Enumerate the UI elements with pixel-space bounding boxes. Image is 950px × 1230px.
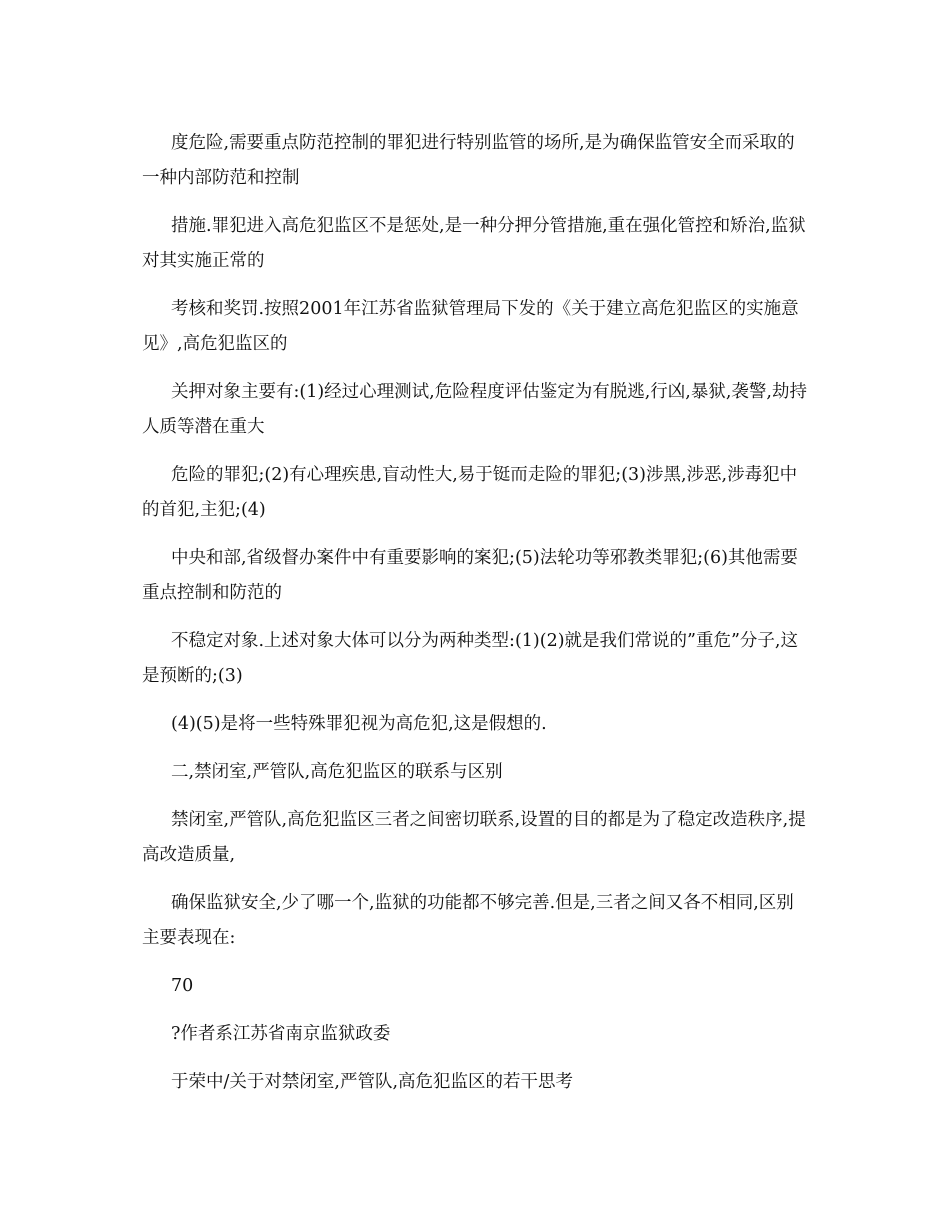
paragraph: (4)(5)是将一些特殊罪犯视为高危犯,这是假想的. — [171, 714, 547, 734]
paragraph: 关押对象主要有:(1)经过心理测试,危险程度评估鉴定为有脱逃,行凶,暴狱,袭警,劫持人质等潜在重大 — [142, 382, 807, 437]
paragraph: 措施.罪犯进入高危犯监区不是惩处,是一种分押分管措施,重在强化管控和矫治,监狱对其实施正常的 — [142, 216, 806, 271]
section-heading: 二,禁闭室,严管队,高危犯监区的联系与区别 — [171, 762, 503, 782]
paragraph: 危险的罪犯;(2)有心理疾患,盲动性大,易于铤而走险的罪犯;(3)涉黑,涉恶,涉毒犯中的首犯,主犯;(4) — [142, 465, 798, 520]
running-header: 于荣中/关于对禁闭室,严管队,高危犯监区的若干思考 — [171, 1072, 574, 1092]
page-number: 70 — [171, 976, 194, 996]
paragraph: 度危险,需要重点防范控制的罪犯进行特别监管的场所,是为确保监管安全而采取的一种内部防范和控制 — [142, 133, 795, 188]
document-body — [142, 126, 810, 1113]
paragraph: 确保监狱安全,少了哪一个,监狱的功能都不够完善.但是,三者之间又各不相同,区别主要表现在: — [142, 893, 794, 948]
paragraph: 中央和部,省级督办案件中有重要影响的案犯;(5)法轮功等邪教类罪犯;(6)其他需要重点控制和防范的 — [142, 548, 798, 603]
paragraph: 不稳定对象.上述对象大体可以分为两种类型:(1)(2)就是我们常说的”重危”分子,这是预断的;(3) — [142, 631, 798, 686]
paragraph: 考核和奖罚.按照2001年江苏省监狱管理局下发的《关于建立高危犯监区的实施意见》,高危犯监区的 — [142, 299, 799, 354]
paragraph: 禁闭室,严管队,高危犯监区三者之间密切联系,设置的目的都是为了稳定改造秩序,提高改造质量, — [142, 810, 806, 865]
author-note: ?作者系江苏省南京监狱政委 — [171, 1024, 391, 1044]
